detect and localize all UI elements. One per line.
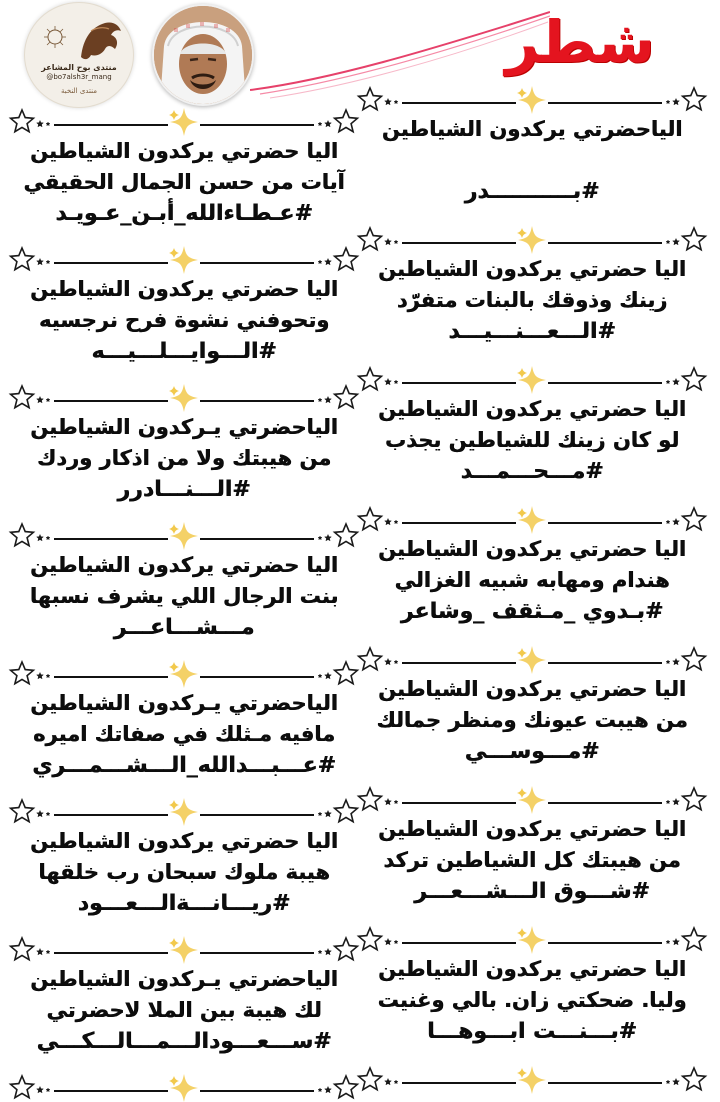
dot-star-icon: [46, 812, 50, 816]
poem-entry: [356, 674, 708, 767]
poem-entry: [356, 114, 708, 207]
poem-line: وليا. ضحكتي زان. بالي وغنيت: [377, 988, 687, 1012]
dot-star-icon: [318, 398, 322, 402]
poet-hashtag: #بـــــــــــدر: [464, 179, 600, 204]
star-small-icon: [325, 673, 332, 679]
star-outline-icon: [11, 938, 34, 960]
star-outline-icon: [11, 524, 34, 546]
poem-line: من هيبت عيونك ومنظر جمالك: [376, 708, 688, 732]
star-outline-icon: [683, 788, 706, 810]
forum-logo: [24, 2, 134, 108]
star-small-icon: [673, 519, 680, 525]
poet-hashtag: #عـــبـــدالله_الـــشـــمـــري: [32, 753, 336, 778]
dot-star-icon: [666, 100, 670, 104]
star-small-icon: [325, 121, 332, 127]
star-divider: [356, 506, 708, 534]
star-outline-icon: [335, 110, 358, 132]
dot-star-icon: [394, 940, 398, 944]
star-outline-icon: [11, 662, 34, 684]
poet-hashtag: #عـطـاءالله_أبـن_عـويـد: [55, 201, 313, 226]
star-divider: [356, 366, 708, 394]
star-small-icon: [325, 949, 332, 955]
star-divider: [8, 1074, 360, 1102]
star-divider: [356, 926, 708, 954]
poem-entry: [8, 412, 360, 505]
star-outline-icon: [683, 228, 706, 250]
poem-line: مافيه مـثلك في صفاتك اميره: [32, 722, 336, 746]
sparkle-small-icon: [169, 524, 179, 534]
poet-hashtag: #ســـعـــودالـــمـــالـــكـــي: [36, 1029, 332, 1054]
poet-hashtag: #الـــنـــادرر: [117, 477, 251, 502]
star-outline-icon: [335, 938, 358, 960]
poet-hashtag: #بـــنـــت ابـــوهـــا: [427, 1019, 637, 1044]
star-small-icon: [385, 659, 392, 665]
star-divider: [356, 1066, 708, 1094]
dot-star-icon: [46, 260, 50, 264]
dot-star-icon: [666, 380, 670, 384]
star-small-icon: [37, 535, 44, 541]
star-outline-icon: [335, 386, 358, 408]
star-divider: [8, 522, 360, 550]
poem-line: هيبة ملوك سبحان رب خلقها: [38, 860, 330, 884]
sparkle-small-icon: [517, 508, 527, 518]
star-small-icon: [37, 673, 44, 679]
logo-handle: @bo7alsh3r_mang: [46, 73, 112, 81]
star-divider: [8, 936, 360, 964]
poem-entry: [8, 136, 360, 229]
star-small-icon: [385, 799, 392, 805]
horse-emblem-icon: [25, 9, 133, 69]
star-small-icon: [673, 99, 680, 105]
star-divider: [356, 786, 708, 814]
star-outline-icon: [683, 88, 706, 110]
star-small-icon: [37, 121, 44, 127]
star-small-icon: [325, 1087, 332, 1093]
star-outline-icon: [359, 788, 382, 810]
star-outline-icon: [359, 228, 382, 250]
poem-line: اليا حضرتي يركدون الشياطين: [378, 397, 686, 421]
star-small-icon: [673, 659, 680, 665]
sparkle-small-icon: [169, 1076, 179, 1086]
poem-entry: [356, 254, 708, 347]
poem-line: من هيبتك ولا من اذكار وردك: [36, 446, 332, 470]
star-outline-icon: [359, 508, 382, 530]
sparkle-small-icon: [517, 88, 527, 98]
poem-line: [356, 145, 708, 176]
poem-line: هندام ومهابه شبيه الغزالي: [394, 568, 670, 592]
author-avatar: [152, 4, 254, 106]
sparkle-small-icon: [517, 788, 527, 798]
star-small-icon: [325, 535, 332, 541]
star-outline-icon: [683, 648, 706, 670]
poem-line: لك هيبة بين الملا لاحضرتي: [46, 998, 322, 1022]
poet-hashtag: #مـــحـــمـــد: [460, 459, 604, 484]
page-title: شطر: [505, 8, 655, 76]
star-outline-icon: [335, 662, 358, 684]
poet-hashtag: مـــشـــاعـــر: [113, 615, 255, 640]
poem-line: اليا حضرتي يركدون الشياطين: [30, 829, 338, 853]
sparkle-small-icon: [169, 248, 179, 258]
poem-entry: [8, 274, 360, 367]
dot-star-icon: [46, 398, 50, 402]
poem-line: اليا حضرتي يركدون الشياطين: [378, 537, 686, 561]
star-divider: [8, 246, 360, 274]
star-outline-icon: [683, 508, 706, 530]
dot-star-icon: [318, 536, 322, 540]
poem-entry: [8, 826, 360, 919]
dot-star-icon: [394, 800, 398, 804]
logo-name: منتدى بوح المشاعر: [41, 63, 117, 72]
poet-hashtag: #شـــوق الـــشـــعـــر: [414, 879, 650, 904]
star-outline-icon: [11, 800, 34, 822]
star-small-icon: [37, 259, 44, 265]
star-small-icon: [325, 811, 332, 817]
poem-line: اليا حضرتي يركدون الشياطين: [378, 957, 686, 981]
author-photo-icon: [154, 6, 252, 104]
dot-star-icon: [666, 1080, 670, 1084]
dot-star-icon: [318, 1088, 322, 1092]
dot-star-icon: [394, 520, 398, 524]
star-divider: [8, 384, 360, 412]
star-outline-icon: [359, 648, 382, 670]
star-small-icon: [673, 799, 680, 805]
poem-line: وتحوفني نشوة فرح نرجسيه: [38, 308, 330, 332]
star-divider: [8, 798, 360, 826]
star-outline-icon: [11, 1076, 34, 1098]
poem-entry: [8, 550, 360, 643]
dot-star-icon: [666, 520, 670, 524]
star-small-icon: [673, 939, 680, 945]
poem-line: لو كان زينك للشياطين يجذب: [384, 428, 680, 452]
sparkle-small-icon: [517, 368, 527, 378]
dot-star-icon: [394, 380, 398, 384]
poem-entry: [8, 964, 360, 1057]
poem-line: بنت الرجال اللي يشرف نسبها: [29, 584, 339, 608]
star-outline-icon: [335, 248, 358, 270]
dot-star-icon: [46, 1088, 50, 1092]
poem-line: الياحضرتي يـركدون الشياطين: [30, 691, 338, 715]
dot-star-icon: [394, 1080, 398, 1084]
star-small-icon: [37, 949, 44, 955]
star-divider: [8, 108, 360, 136]
dot-star-icon: [318, 674, 322, 678]
poet-hashtag: #مـــوســـي: [464, 739, 600, 764]
star-small-icon: [37, 397, 44, 403]
dot-star-icon: [394, 240, 398, 244]
poem-line: اليا حضرتي يركدون الشياطين: [378, 677, 686, 701]
poem-line: من هيبتك كل الشياطين تركد: [383, 848, 681, 872]
star-outline-icon: [335, 800, 358, 822]
dot-star-icon: [46, 536, 50, 540]
poem-line: اليا حضرتي يركدون الشياطين: [378, 257, 686, 281]
star-outline-icon: [359, 928, 382, 950]
dot-star-icon: [46, 950, 50, 954]
poem-line: الياحضرتي يـركدون الشياطين: [30, 415, 338, 439]
star-small-icon: [37, 811, 44, 817]
poem-entry: [356, 394, 708, 487]
dot-star-icon: [666, 940, 670, 944]
dot-star-icon: [666, 800, 670, 804]
poem-line: اليا حضرتي يركدون الشياطين: [30, 139, 338, 163]
dot-star-icon: [666, 240, 670, 244]
star-outline-icon: [11, 110, 34, 132]
poem-line: آيات من حسن الجمال الحقيقي: [23, 170, 345, 194]
poet-hashtag: #بـدوي _مـثقف _وشاعر: [400, 599, 664, 624]
star-divider: [356, 226, 708, 254]
poem-line: اليا حضرتي يركدون الشياطين: [30, 277, 338, 301]
star-small-icon: [325, 259, 332, 265]
sparkle-small-icon: [517, 228, 527, 238]
sparkle-small-icon: [169, 386, 179, 396]
star-small-icon: [385, 99, 392, 105]
sparkle-small-icon: [169, 662, 179, 672]
star-small-icon: [385, 379, 392, 385]
poem-line: اليا حضرتي يركدون الشياطين: [378, 817, 686, 841]
star-divider: [356, 646, 708, 674]
poem-line: زينك وذوقك بالبنات متفرّد: [396, 288, 668, 312]
star-outline-icon: [11, 248, 34, 270]
star-divider: [356, 86, 708, 114]
dot-star-icon: [318, 260, 322, 264]
star-small-icon: [37, 1087, 44, 1093]
star-outline-icon: [683, 368, 706, 390]
star-small-icon: [673, 379, 680, 385]
sparkle-small-icon: [169, 800, 179, 810]
dot-star-icon: [46, 674, 50, 678]
poem-entry: [356, 814, 708, 907]
star-small-icon: [385, 1079, 392, 1085]
poem-entry: [356, 534, 708, 627]
poet-hashtag: #الـــعـــنـــيـــد: [448, 319, 616, 344]
dot-star-icon: [318, 950, 322, 954]
star-small-icon: [385, 939, 392, 945]
dot-star-icon: [318, 122, 322, 126]
star-small-icon: [385, 239, 392, 245]
poet-hashtag: #ريـــانـــةالـــعـــود: [77, 891, 291, 916]
poem-line: الياحضرتي يركدون الشياطين: [381, 117, 683, 141]
star-outline-icon: [359, 368, 382, 390]
star-divider: [8, 660, 360, 688]
star-small-icon: [385, 519, 392, 525]
sparkle-small-icon: [517, 928, 527, 938]
sparkle-small-icon: [169, 938, 179, 948]
dot-star-icon: [46, 122, 50, 126]
poem-line: الياحضرتي يـركدون الشياطين: [30, 967, 338, 991]
star-outline-icon: [335, 524, 358, 546]
logo-slogan: منتدى النخبة: [61, 87, 97, 95]
sparkle-small-icon: [169, 110, 179, 120]
star-outline-icon: [335, 1076, 358, 1098]
dot-star-icon: [666, 660, 670, 664]
sparkle-small-icon: [517, 1068, 527, 1078]
star-outline-icon: [359, 88, 382, 110]
star-small-icon: [325, 397, 332, 403]
dot-star-icon: [394, 660, 398, 664]
sparkle-small-icon: [517, 648, 527, 658]
dot-star-icon: [394, 100, 398, 104]
star-small-icon: [673, 239, 680, 245]
poem-entry: [356, 954, 708, 1047]
star-small-icon: [673, 1079, 680, 1085]
star-outline-icon: [11, 386, 34, 408]
dot-star-icon: [318, 812, 322, 816]
poem-line: اليا حضرتي يركدون الشياطين: [30, 553, 338, 577]
star-outline-icon: [683, 928, 706, 950]
poem-entry: [8, 688, 360, 781]
poet-hashtag: #الـــوايـــلـــيـــه: [91, 339, 277, 364]
